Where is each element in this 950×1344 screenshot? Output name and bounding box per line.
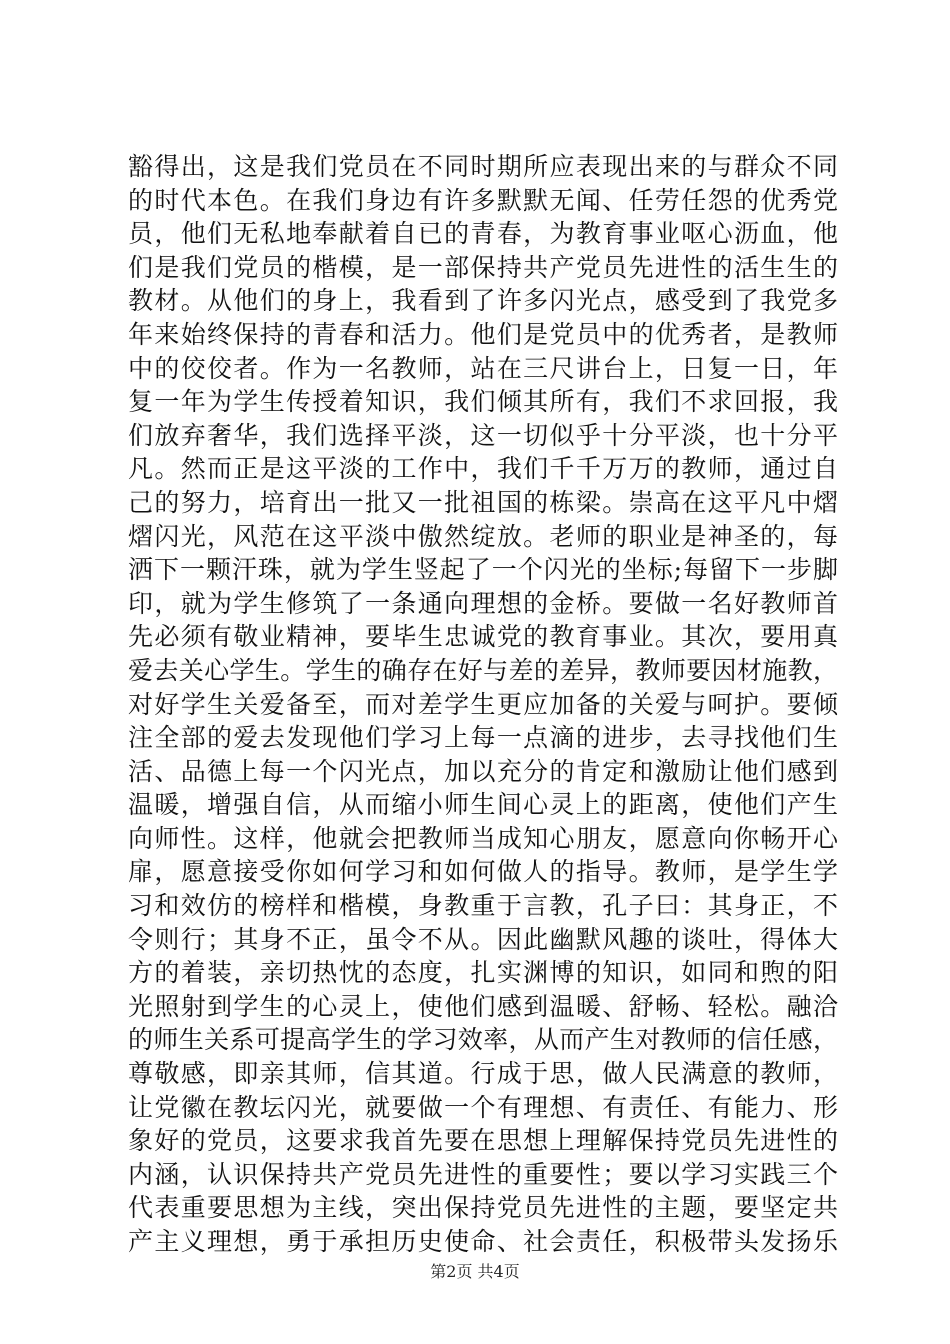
text-line: 熠闪光，风范在这平淡中傲然绽放。老师的职业是神圣的，每 [128, 521, 838, 551]
text-line: 活、品德上每一个闪光点，加以充分的肯定和激励让他们感到 [128, 756, 838, 786]
text-line: 向师性。这样，他就会把教师当成知心朋友，愿意向你畅开心 [128, 823, 838, 853]
text-line: 象好的党员，这要求我首先要在思想上理解保持党员先进性的 [128, 1126, 838, 1156]
text-line: 内涵，认识保持共产党员先进性的重要性；要以学习实践三个 [128, 1159, 838, 1189]
text-line: 爱去关心学生。学生的确存在好与差的差异，教师要因材施教， [128, 655, 838, 685]
text-line: 豁得出，这是我们党员在不同时期所应表现出来的与群众不同 [128, 152, 838, 181]
text-line: 洒下一颗汗珠，就为学生竖起了一个闪光的坐标;每留下一步脚 [128, 555, 838, 585]
text-line: 方的着装，亲切热忱的态度，扎实渊博的知识，如同和煦的阳 [128, 958, 838, 988]
text-line: 印，就为学生修筑了一条通向理想的金桥。要做一名好教师首 [128, 588, 838, 618]
text-line: 己的努力，培育出一批又一批祖国的栋梁。崇高在这平凡中熠 [128, 487, 838, 517]
text-line: 产主义理想，勇于承担历史使命、社会责任，积极带头发扬乐 [128, 1227, 838, 1256]
text-line: 温暖，增强自信，从而缩小师生间心灵上的距离，使他们产生 [128, 790, 838, 820]
text-line: 的时代本色。在我们身边有许多默默无闻、任劳任怨的优秀党 [128, 185, 838, 215]
text-line: 年来始终保持的青春和活力。他们是党员中的优秀者，是教师 [128, 319, 838, 349]
text-line: 让党徽在教坛闪光，就要做一个有理想、有责任、有能力、形 [128, 1092, 838, 1122]
text-line: 光照射到学生的心灵上，使他们感到温暖、舒畅、轻松。融洽 [128, 991, 838, 1021]
text-line: 复一年为学生传授着知识，我们倾其所有，我们不求回报，我 [128, 387, 838, 417]
text-line: 代表重要思想为主线，突出保持党员先进性的主题，要坚定共 [128, 1193, 838, 1223]
text-line: 扉，愿意接受你如何学习和如何做人的指导。教师，是学生学 [128, 857, 838, 887]
text-line: 们是我们党员的楷模，是一部保持共产党员先进性的活生生的 [128, 252, 838, 282]
page-footer: 第2页 共4页 [430, 1262, 520, 1281]
text-line: 对好学生关爱备至，而对差学生更应加备的关爱与呵护。要倾 [128, 689, 838, 719]
text-line: 注全部的爱去发现他们学习上每一点滴的进步，去寻找他们生 [128, 723, 838, 753]
text-line: 们放弃奢华，我们选择平淡，这一切似乎十分平淡，也十分平 [128, 420, 838, 450]
text-line: 令则行；其身不正，虽令不从。因此幽默风趣的谈吐，得体大 [128, 924, 838, 954]
text-line: 习和效仿的榜样和楷模，身教重于言教，孔子曰：其身正，不 [128, 891, 838, 921]
body-text [128, 150, 838, 1259]
text-line: 尊敬感，即亲其师，信其道。行成于思，做人民满意的教师， [128, 1059, 838, 1089]
text-line: 凡。然而正是这平淡的工作中，我们千千万万的教师，通过自 [128, 454, 838, 484]
text-line: 先必须有敬业精神，要毕生忠诚党的教育事业。其次，要用真 [128, 622, 838, 652]
text-line: 的师生关系可提高学生的学习效率，从而产生对教师的信任感， [128, 1025, 838, 1055]
text-line: 教材。从他们的身上，我看到了许多闪光点，感受到了我党多 [128, 286, 838, 316]
text-line: 中的佼佼者。作为一名教师，站在三尺讲台上，日复一日，年 [128, 353, 838, 383]
text-line: 员，他们无私地奉献着自已的青春，为教育事业呕心沥血，他 [128, 219, 838, 249]
